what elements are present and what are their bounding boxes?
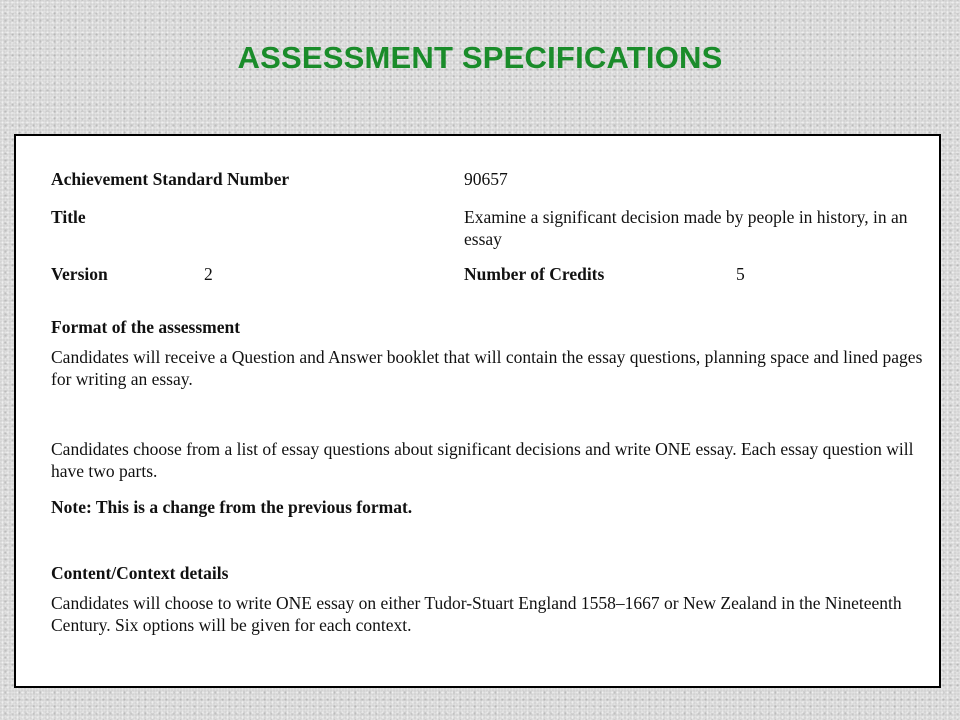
- standard-number-value: 90657: [464, 169, 508, 189]
- title-value: Examine a significant decision made by people in history, in an essay: [464, 207, 908, 249]
- format-paragraph: Candidates will receive a Question and Answer booklet that will contain the essay questions, planning space and lined pages for writing an essay.: [51, 347, 923, 389]
- version-label: Version: [51, 264, 108, 284]
- version-value: 2: [204, 264, 213, 284]
- standard-number-label: Achievement Standard Number: [51, 169, 290, 189]
- document-panel: [14, 134, 941, 688]
- credits-value: 5: [736, 264, 745, 284]
- note-text: Note: This is a change from the previous format.: [51, 497, 413, 517]
- choose-paragraph: Candidates choose from a list of essay questions about significant decisions and write ONE essay. Each essay question will have two parts.: [51, 439, 914, 481]
- credits-label: Number of Credits: [464, 264, 605, 284]
- title-label: Title: [51, 207, 86, 227]
- content-paragraph: Candidates will choose to write ONE essay on either Tudor-Stuart England 1558–1667 or New Zealand in the Nineteenth Century. Six options will be given for each context.: [51, 593, 902, 635]
- slide-title: ASSESSMENT SPECIFICATIONS: [237, 40, 723, 75]
- content-heading: Content/Context details: [51, 563, 229, 583]
- format-heading: Format of the assessment: [51, 317, 241, 337]
